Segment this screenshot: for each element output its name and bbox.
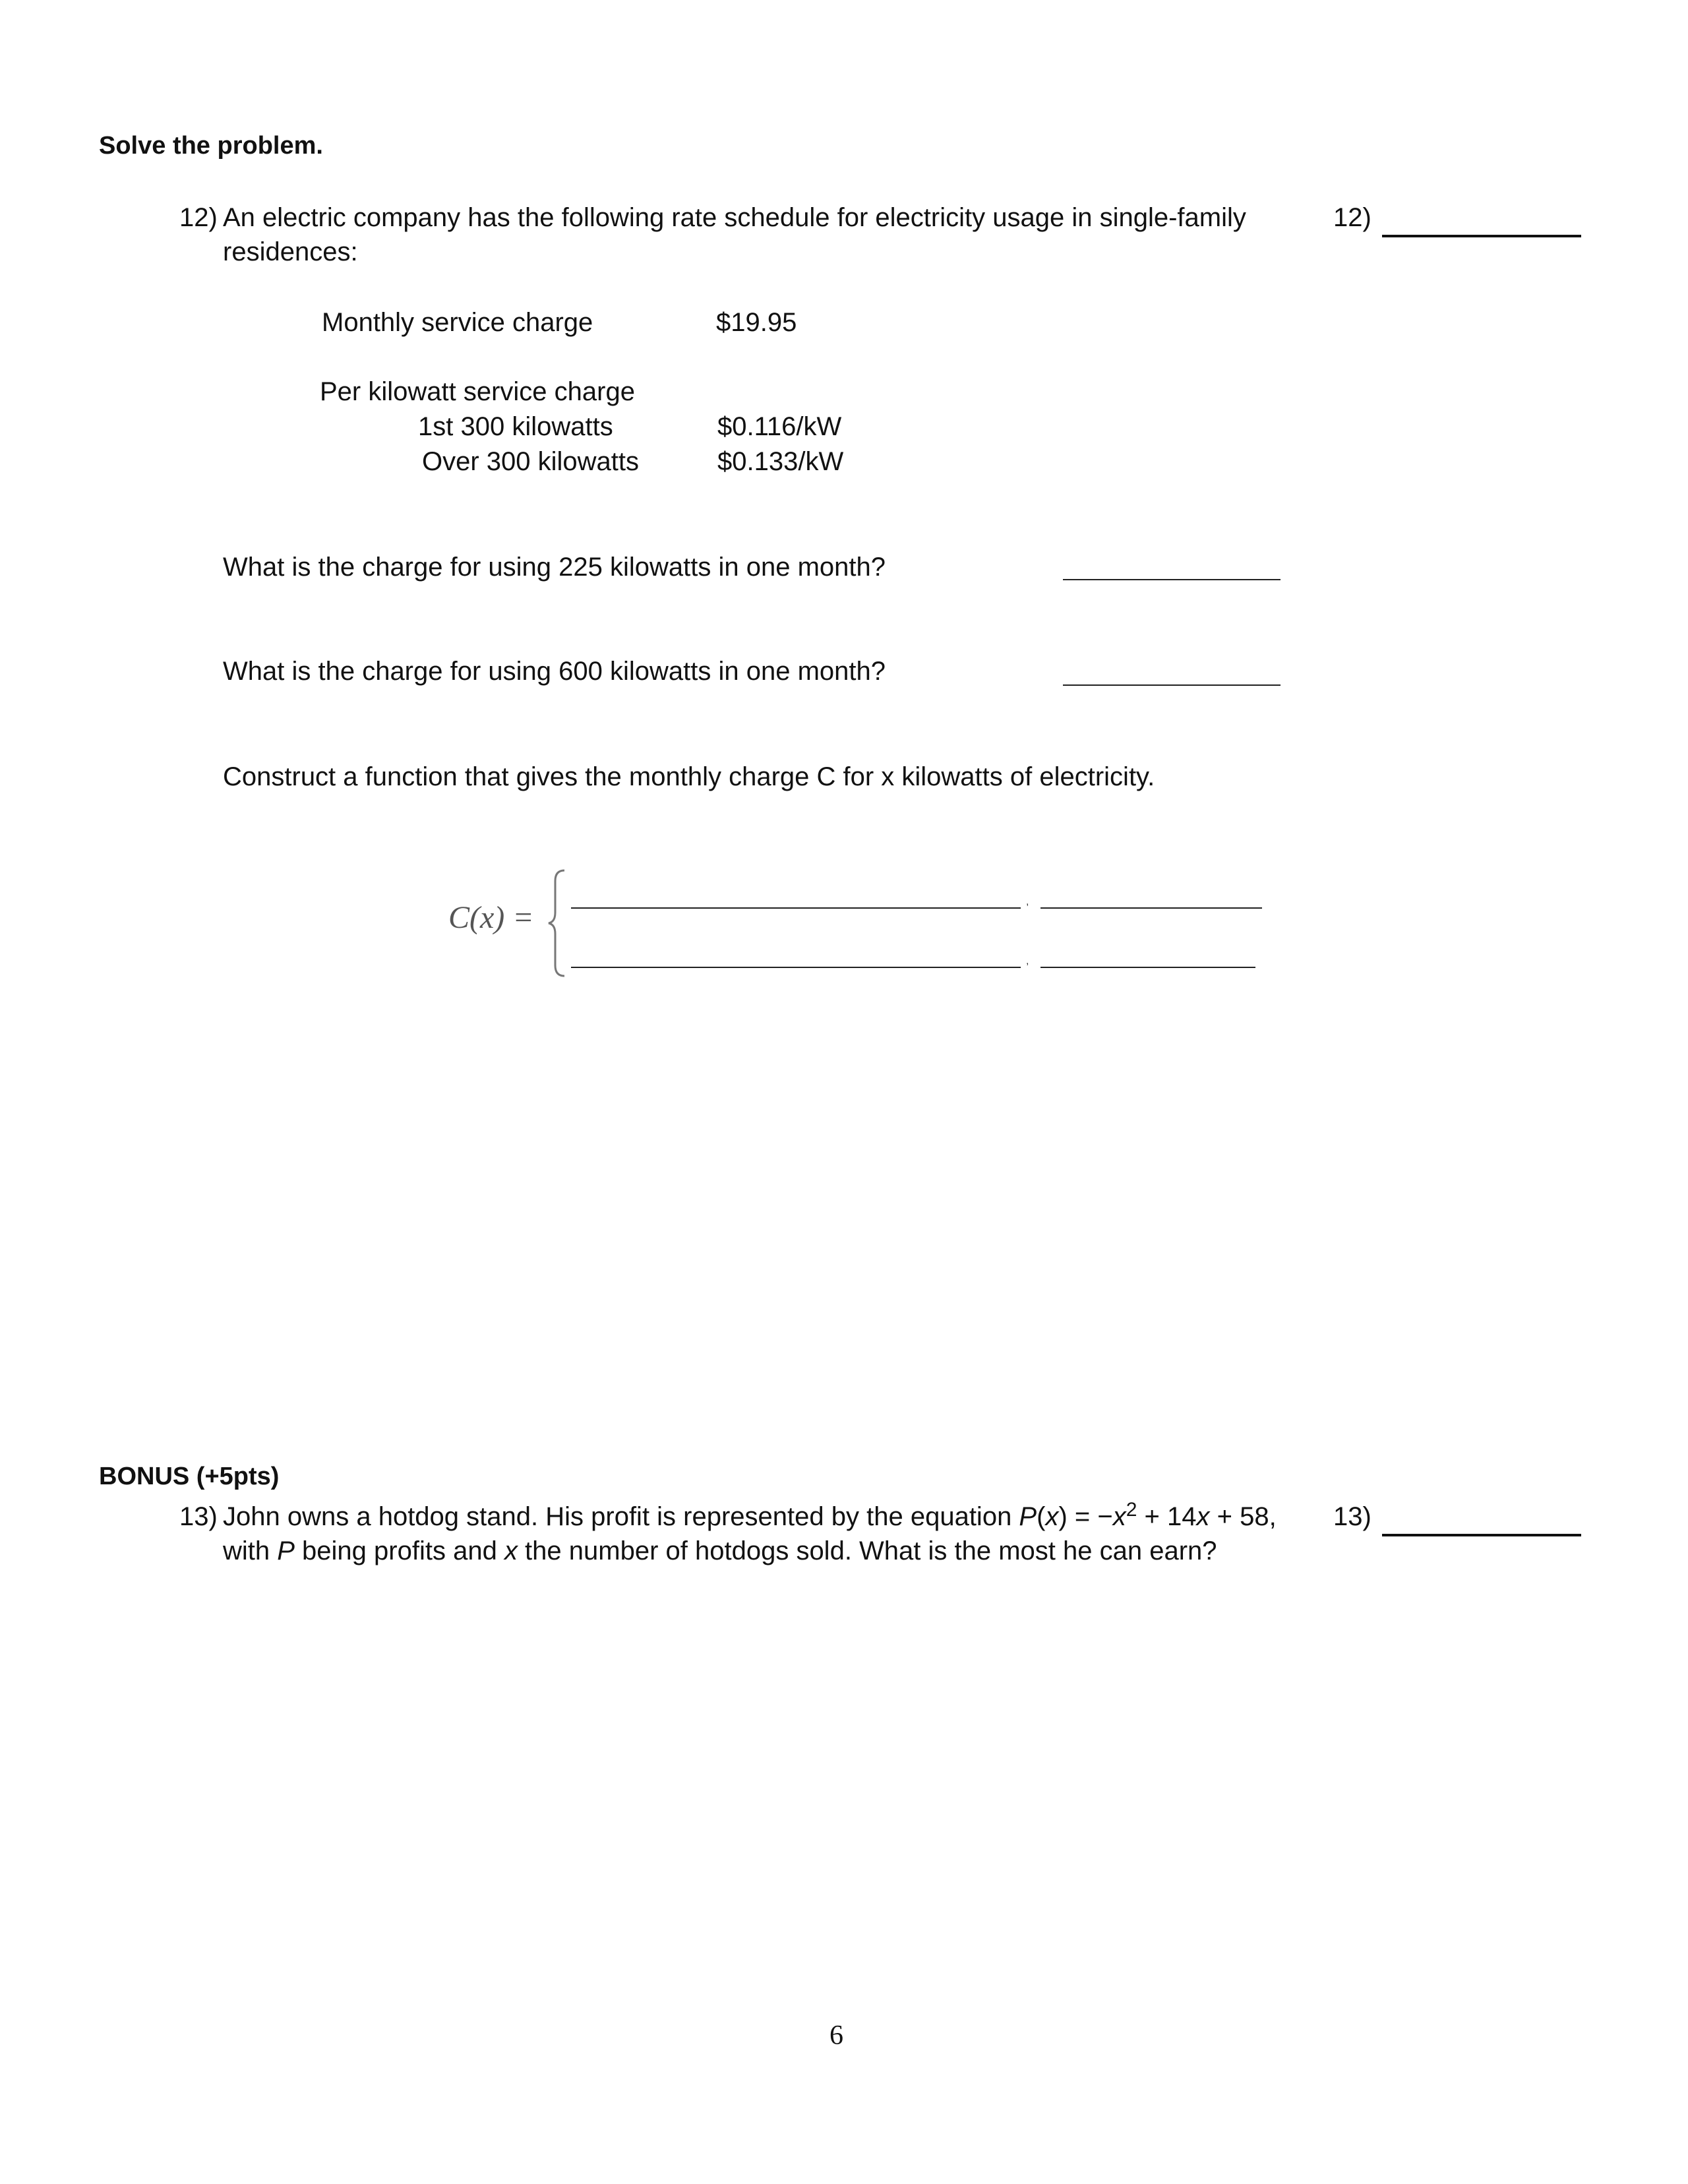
answer-line-600kw[interactable] [1063, 684, 1281, 686]
problem-12-text-line2: residences: [223, 237, 358, 266]
per-kw-label: Per kilowatt service charge [320, 377, 635, 406]
problem-12-text-line1: An electric company has the following rate schedule for electricity usage in single-family [223, 203, 1246, 232]
question-225kw: What is the charge for using 225 kilowatts in one month? [223, 553, 886, 582]
monthly-charge-value: $19.95 [716, 308, 797, 337]
tier2-label: Over 300 kilowatts [422, 447, 640, 476]
piece2-domain-line[interactable] [1040, 967, 1255, 968]
problem-13-text-line2: with P being profits and x the number of hotdogs sold. What is the most he can earn? [223, 1536, 1217, 1565]
piece1-domain-line[interactable] [1040, 907, 1262, 909]
function-label: C(x) = [448, 900, 534, 935]
piece1-comma-mark: , [1026, 896, 1029, 907]
answer-label-13: 13) [1333, 1502, 1372, 1531]
tier1-label: 1st 300 kilowatts [418, 412, 613, 441]
section-heading: Solve the problem. [99, 132, 323, 160]
tier1-value: $0.116/kW [717, 412, 842, 441]
piecewise-brace [545, 868, 571, 979]
page-number: 6 [829, 2020, 843, 2051]
question-construct-function: Construct a function that gives the monthly charge C for x kilowatts of electricity. [223, 762, 1155, 791]
question-600kw: What is the charge for using 600 kilowatts in one month? [223, 657, 886, 686]
problem-12-number: 12) [179, 203, 218, 232]
answer-line-12[interactable] [1382, 235, 1581, 237]
answer-line-225kw[interactable] [1063, 579, 1281, 580]
problem-13-number: 13) [179, 1502, 218, 1531]
monthly-charge-label: Monthly service charge [322, 308, 593, 337]
answer-line-13[interactable] [1382, 1534, 1581, 1536]
piece1-expression-line[interactable] [571, 907, 1021, 909]
piece2-expression-line[interactable] [571, 967, 1021, 968]
tier2-value: $0.133/kW [717, 447, 844, 476]
bonus-heading: BONUS (+5pts) [99, 1463, 280, 1490]
answer-label-12: 12) [1333, 203, 1372, 232]
problem-13-text-line1: John owns a hotdog stand. His profit is represented by the equation $P(x) = -x^2 + 14x + 58$, [223, 1499, 1277, 1531]
piece2-comma-mark: , [1026, 956, 1029, 967]
